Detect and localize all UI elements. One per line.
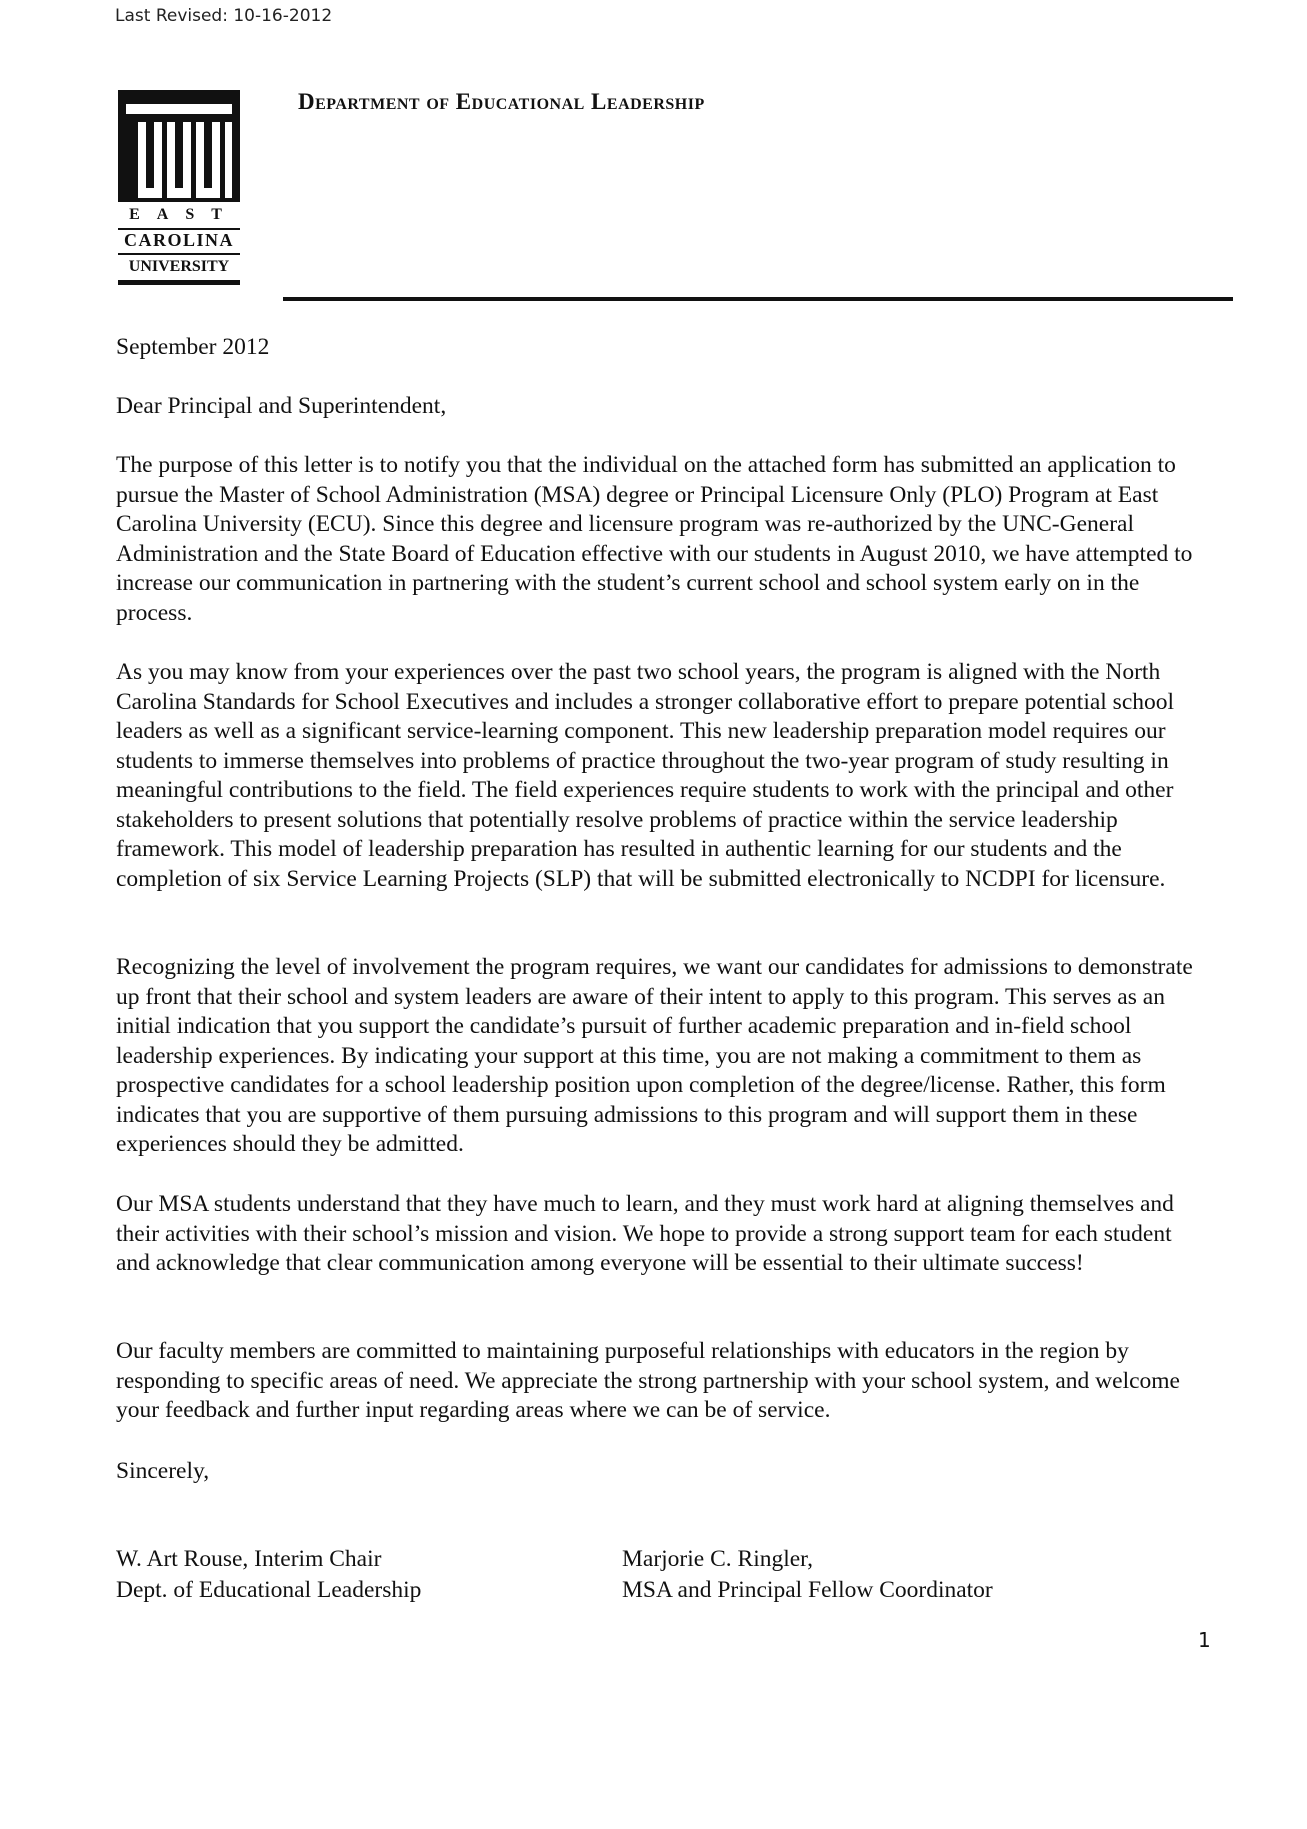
last-revised-note: Last Revised: 10-16-2012 — [115, 6, 333, 26]
signatory-name: Marjorie C. Ringler, — [622, 1546, 813, 1572]
letter-paragraph: Our MSA students understand that they have much to learn, and they must work hard at aligning themselves and their activities with their school’s mission and vision. We hope to provide a strong support team for each student and acknowledge that clear communication among everyone will be essential to their ultimate success! — [116, 1191, 1174, 1276]
letter-paragraph: The purpose of this letter is to notify you that the individual on the attached form has submitted an application to pursue the Master of School Administration (MSA) degree or Principal Licensure Only (PLO) Program at East Carolina University (ECU). Since this degree and licensure program was re-authorized by the UNC-General Administration and the State Board of Education effective with our students in August 2010, we have attempted to increase our communication in partnering with the student’s current school and school system early on in the process. — [116, 452, 1193, 626]
logo-bottom-bar — [118, 280, 240, 285]
ecu-logo — [118, 90, 240, 290]
letter-paragraph: As you may know from your experiences over the past two school years, the program is aligned with the North Carolina Standards for School Executives and includes a stronger collaborative effort to prepare potential school leaders as well as a significant service-learning component. This new leadership preparation model requires our students to immerse themselves into problems of practice throughout the two-year program of study resulting in meaningful contributions to the field. The field experiences require students to work with the principal and other stakeholders to present solutions that potentially resolve problems of practice within the service leadership framework. This model of leadership preparation has resulted in authentic learning for our students and the completion of six Service Learning Projects (SLP) that will be submitted electronically to NCDPI for licensure. — [116, 659, 1175, 892]
signatory-title: MSA and Principal Fellow Coordinator — [622, 1577, 993, 1603]
department-heading: Department of Educational Leadership — [298, 89, 705, 114]
signatory-block — [622, 1544, 993, 1606]
letter-paragraph: Our faculty members are committed to maintaining purposeful relationships with educators in the region by responding to specific areas of need. We appreciate the strong partnership with your school system, and welcome your feedback and further input regarding areas where we can be of service. — [116, 1338, 1180, 1423]
logo-east-text: EAST — [129, 206, 239, 223]
letter-paragraph: Recognizing the level of involvement the program requires, we want our candidates for admissions to demonstrate up front that their school and system leaders are aware of their intent to apply to this program. This serves as an initial indication that you support the candidate’s pursuit of further academic preparation and in-field school leadership experiences. By indicating your support at this time, you are not making a commitment to them as prospective candidates for a school leadership position upon completion of the degree/license. Rather, this form indicates that you are supportive of them pursuing admissions to this program and will support them in these experiences should they be admitted. — [116, 954, 1193, 1157]
logo-carolina-text: CAROLINA — [123, 230, 234, 250]
signatory-title: Dept. of Educational Leadership — [116, 1577, 422, 1603]
logo-divider — [118, 253, 240, 255]
signatory-name: W. Art Rouse, Interim Chair — [116, 1546, 382, 1572]
page-number: 1 — [1198, 1628, 1211, 1652]
signatory-block — [116, 1544, 421, 1606]
letter-salutation: Dear Principal and Superintendent, — [116, 393, 447, 419]
letter-closing: Sincerely, — [116, 1458, 210, 1484]
header-rule — [283, 297, 1233, 301]
ecu-logo-mark-icon — [118, 90, 240, 202]
logo-university-text: UNIVERSITY — [128, 258, 230, 275]
letter-date: September 2012 — [116, 334, 270, 360]
